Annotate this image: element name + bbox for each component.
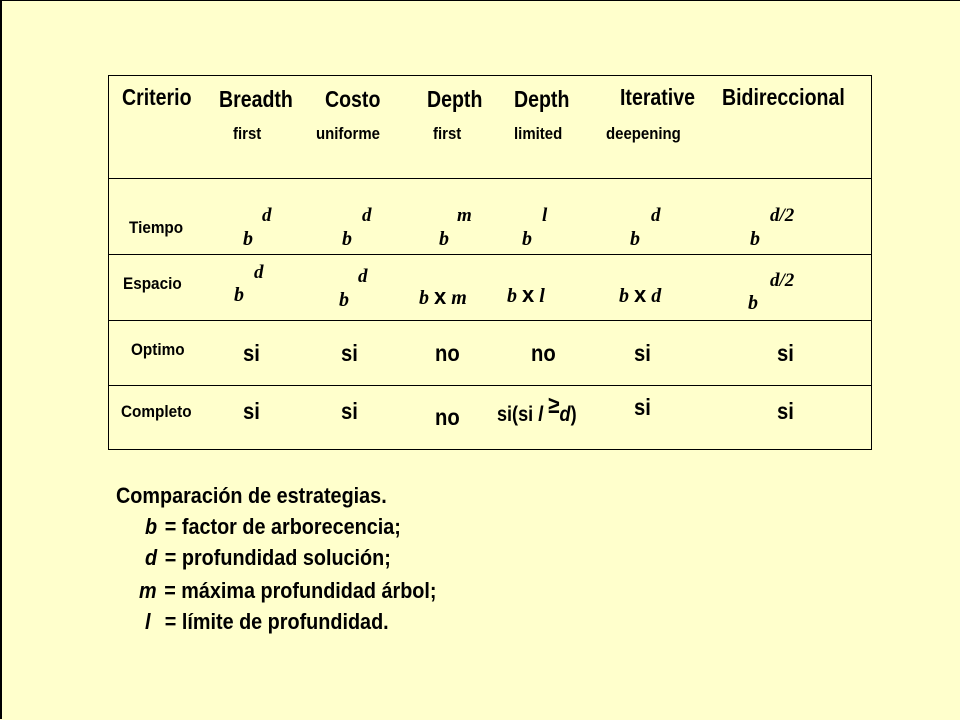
header-breadth-sub: first <box>233 124 262 143</box>
optimo-depth: no <box>435 340 460 366</box>
header-costo-sub: uniforme <box>316 124 381 143</box>
espacio-bidireccional-base: b <box>748 292 758 314</box>
legend-item-m: m = máxima profundidad árbol; <box>139 578 437 603</box>
criterion-optimo: Optimo <box>131 340 185 359</box>
criterion-completo: Completo <box>121 402 192 421</box>
header-depth: Depth <box>427 86 483 112</box>
espacio-iterative-value: b x d <box>619 282 662 307</box>
tiempo-breadth-base: b <box>243 228 253 250</box>
legend-item-l: l = límite de profundidad. <box>145 609 389 634</box>
optimo-iterative: si <box>634 340 651 366</box>
row-divider <box>108 320 872 321</box>
optimo-depth-limited: no <box>531 340 556 366</box>
header-bidireccional: Bidireccional <box>722 84 845 110</box>
completo-bidireccional: si <box>777 398 794 424</box>
header-iterative-sub: deepening <box>606 124 681 143</box>
tiempo-depth-base: b <box>439 228 449 250</box>
tiempo-depth-exp: m <box>457 205 472 226</box>
tiempo-bidireccional-exp: d/2 <box>770 205 795 226</box>
completo-costo: si <box>341 398 358 424</box>
tiempo-breadth-exp: d <box>262 205 272 226</box>
header-breadth: Breadth <box>219 86 293 112</box>
header-criterio: Criterio <box>122 84 192 110</box>
completo-breadth: si <box>243 398 260 424</box>
tiempo-bidireccional-base: b <box>750 228 760 250</box>
completo-depth: no <box>435 404 460 430</box>
tiempo-costo-exp: d <box>362 205 372 226</box>
header-depth-limited: Depth <box>514 86 570 112</box>
row-divider <box>108 178 872 179</box>
espacio-breadth-base: b <box>234 284 244 306</box>
comparison-table <box>108 75 872 450</box>
header-costo: Costo <box>325 86 381 112</box>
espacio-costo-base: b <box>339 289 349 311</box>
legend-item-d: d = profundidad solución; <box>145 545 391 570</box>
espacio-depth-limited-value: b x l <box>507 282 545 307</box>
espacio-bidireccional-exp: d/2 <box>770 270 795 291</box>
tiempo-iterative-base: b <box>630 228 640 250</box>
optimo-bidireccional: si <box>777 340 794 366</box>
tiempo-depth-limited-base: b <box>522 228 532 250</box>
optimo-costo: si <box>341 340 358 366</box>
header-depth-limited-sub: limited <box>514 124 563 143</box>
espacio-breadth-exp: d <box>254 262 264 283</box>
tiempo-costo-base: b <box>342 228 352 250</box>
espacio-costo-exp: d <box>358 266 368 287</box>
caption-title: Comparación de estrategias. <box>116 483 387 508</box>
row-divider <box>108 385 872 386</box>
header-iterative: Iterative <box>620 84 695 110</box>
legend-item-b: b = factor de arborecencia; <box>145 514 401 539</box>
header-depth-sub: first <box>433 124 462 143</box>
tiempo-depth-limited-exp: l <box>542 205 548 226</box>
espacio-depth-value: b x m <box>419 284 467 309</box>
completo-iterative: si <box>634 394 651 420</box>
optimo-breadth: si <box>243 340 260 366</box>
criterion-tiempo: Tiempo <box>129 218 184 237</box>
tiempo-iterative-exp: d <box>651 205 661 226</box>
criterion-espacio: Espacio <box>123 274 182 293</box>
row-divider <box>108 254 872 255</box>
completo-depth-limited: si(si l ≥d) <box>497 392 577 426</box>
